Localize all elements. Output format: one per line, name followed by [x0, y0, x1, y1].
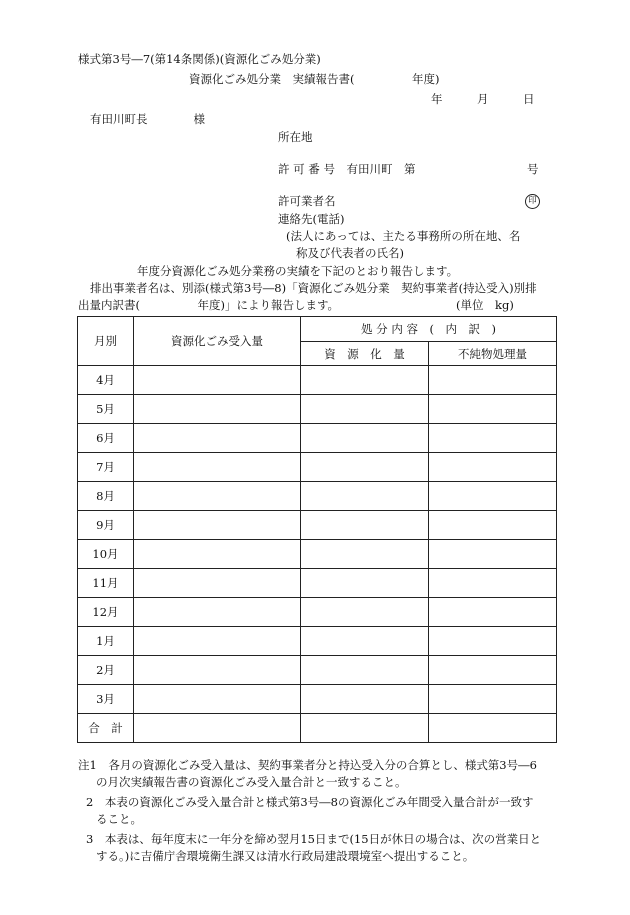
intake-cell — [134, 598, 301, 627]
impurity-amount-header: 不純物処理量 — [429, 342, 557, 366]
total-label: 合 計 — [78, 714, 134, 743]
intake-cell — [134, 424, 301, 453]
month-row — [78, 540, 557, 569]
total-row — [78, 714, 557, 743]
note-3-line-1: 3 本表は、毎年度末に一年分を締め翌月15日まで(15日が休日の場合は、次の営業日と — [86, 832, 542, 846]
impurity-cell — [429, 685, 557, 714]
seal-mark: 印 — [525, 194, 540, 209]
impurity-cell — [429, 569, 557, 598]
note-2-line-2: ること。 — [96, 812, 142, 826]
intake-cell — [134, 656, 301, 685]
addressee: 有田川町長 様 — [90, 112, 205, 126]
month-label: 9月 — [78, 511, 134, 540]
recycled-cell — [301, 627, 429, 656]
recycled-cell — [301, 569, 429, 598]
recycled-cell — [301, 714, 429, 743]
impurity-cell — [429, 482, 557, 511]
intake-cell — [134, 685, 301, 714]
recycled-cell — [301, 366, 429, 395]
intake-cell — [134, 482, 301, 511]
month-label: 1月 — [78, 627, 134, 656]
month-label: 5月 — [78, 395, 134, 424]
breakdown-header: 処 分 内 容 ( 内 訳 ) — [301, 317, 557, 342]
recycled-cell — [301, 395, 429, 424]
corporation-note-2: 称及び代表者の氏名) — [296, 246, 404, 260]
month-label: 7月 — [78, 453, 134, 482]
recycled-amount-header: 資 源 化 量 — [301, 342, 429, 366]
month-label: 12月 — [78, 598, 134, 627]
body-text-line-2: 排出事業者名は、別添(様式第3号―8)「資源化ごみ処分業 契約事業者(持込受入)別排 — [90, 281, 537, 295]
intake-cell — [134, 627, 301, 656]
corporation-note-1: (法人にあっては、主たる事務所の所在地、名 — [286, 229, 521, 243]
intake-cell — [134, 395, 301, 424]
note-2-line-1: 2 本表の資源化ごみ受入量合計と様式第3号―8の資源化ごみ年間受入量合計が一致す — [86, 795, 534, 809]
recycled-cell — [301, 598, 429, 627]
contact-label: 連絡先(電話) — [278, 212, 345, 226]
month-label: 2月 — [78, 656, 134, 685]
intake-cell — [134, 540, 301, 569]
date-line: 年 月 日 — [431, 92, 535, 106]
impurity-cell — [429, 366, 557, 395]
impurity-cell — [429, 453, 557, 482]
body-text-line-3: 出量内訳書( 年度)」により報告します。 — [78, 298, 340, 312]
month-label: 3月 — [78, 685, 134, 714]
month-row — [78, 685, 557, 714]
month-row — [78, 656, 557, 685]
month-row — [78, 569, 557, 598]
intake-cell — [134, 453, 301, 482]
document-title: 資源化ごみ処分業 実績報告書( 年度) — [189, 72, 440, 86]
note-1-line-2: の月次実績報告書の資源化ごみ受入量合計と一致すること。 — [96, 775, 407, 789]
unit-label: (単位 kg) — [456, 298, 514, 312]
recycled-cell — [301, 482, 429, 511]
month-row — [78, 627, 557, 656]
month-header: 月別 — [78, 317, 134, 366]
month-label: 8月 — [78, 482, 134, 511]
permit-number-suffix: 号 — [527, 162, 539, 176]
address-label: 所在地 — [278, 130, 313, 144]
intro-text: 年度分資源化ごみ処分業務の実績を下記のとおり報告します。 — [137, 264, 459, 278]
recycled-cell — [301, 540, 429, 569]
licensee-name-label: 許可業者名 — [278, 194, 336, 208]
impurity-cell — [429, 424, 557, 453]
month-row — [78, 453, 557, 482]
intake-cell — [134, 366, 301, 395]
impurity-cell — [429, 627, 557, 656]
monthly-report-table — [77, 316, 557, 743]
intake-cell — [134, 569, 301, 598]
month-row — [78, 395, 557, 424]
form-id: 様式第3号―7(第14条関係)(資源化ごみ処分業) — [78, 52, 321, 66]
month-label: 10月 — [78, 540, 134, 569]
intake-cell — [134, 511, 301, 540]
impurity-cell — [429, 714, 557, 743]
permit-number-label: 許 可 番 号 有田川町 第 — [278, 162, 416, 176]
recycled-cell — [301, 656, 429, 685]
month-row — [78, 482, 557, 511]
recycled-cell — [301, 511, 429, 540]
intake-cell — [134, 714, 301, 743]
month-row — [78, 511, 557, 540]
intake-header: 資源化ごみ受入量 — [134, 317, 301, 366]
impurity-cell — [429, 511, 557, 540]
impurity-cell — [429, 395, 557, 424]
month-row — [78, 366, 557, 395]
month-label: 4月 — [78, 366, 134, 395]
recycled-cell — [301, 685, 429, 714]
month-row — [78, 598, 557, 627]
recycled-cell — [301, 453, 429, 482]
note-3-line-2: する。)に吉備庁舎環境衛生課又は清水行政局建設環境室へ提出すること。 — [96, 849, 475, 863]
impurity-cell — [429, 656, 557, 685]
recycled-cell — [301, 424, 429, 453]
month-row — [78, 424, 557, 453]
note-1-line-1: 注1 各月の資源化ごみ受入量は、契約事業者分と持込受入分の合算とし、様式第3号―6 — [78, 758, 537, 772]
impurity-cell — [429, 540, 557, 569]
month-label: 11月 — [78, 569, 134, 598]
month-label: 6月 — [78, 424, 134, 453]
impurity-cell — [429, 598, 557, 627]
